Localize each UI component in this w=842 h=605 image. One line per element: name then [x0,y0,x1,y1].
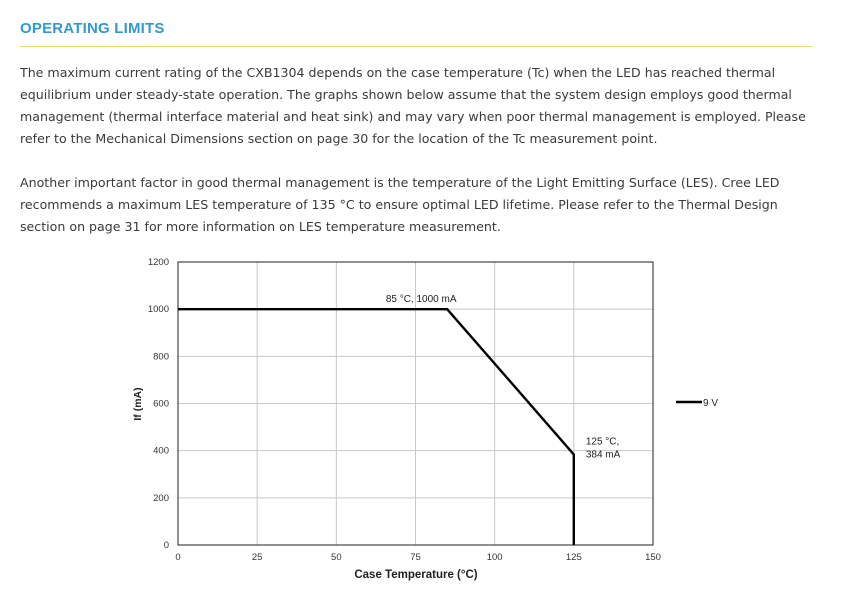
y-tick-label: 800 [153,351,169,363]
series-line-9v [178,309,574,545]
annotation-label: 85 °C, 1000 mA [385,294,457,306]
y-axis-label: If (mA) [132,387,144,421]
annotation-label: 125 °C, [585,436,620,448]
x-tick-label: 150 [645,552,661,563]
x-axis-label: Case Temperature (°C) [354,569,478,581]
section-heading: OPERATING LIMITS [20,20,165,37]
x-tick-label: 25 [251,552,263,563]
y-tick-label: 600 [153,398,169,410]
annotation-label: 384 mA [585,449,621,461]
paragraph-les-temperature: Another important factor in good thermal management is the temperature of the Light Emitting Surface (LES). Cree LED recommends a maximum LES temperature of 135 °C to ensure optimal LED lifetime. Please refer to the Thermal Design section on page 31 for more information on LES temperature measurement. [20,175,780,234]
x-tick-label: 0 [175,552,181,563]
y-tick-label: 0 [163,540,169,551]
x-tick-label: 125 [565,552,582,563]
y-tick-label: 200 [153,492,169,504]
y-tick-label: 1000 [147,304,169,316]
x-tick-label: 100 [486,552,503,563]
y-tick-label: 400 [153,445,169,457]
legend-label: 9 V [703,398,719,409]
x-tick-label: 50 [331,552,342,563]
x-tick-label: 75 [410,552,421,563]
paragraph-current-rating: The maximum current rating of the CXB1304 depends on the case temperature (Tc) when the LED has reached thermal equilibrium under steady-state operation. The graphs shown below assume that the system design employs good thermal management (thermal interface material and heat sink) and may vary when poor thermal management is employed. Please refer to the Mechanical Dimensions section on page 30 for the location of the Tc measurement point. [20,65,806,146]
y-tick-label: 1200 [147,257,169,268]
